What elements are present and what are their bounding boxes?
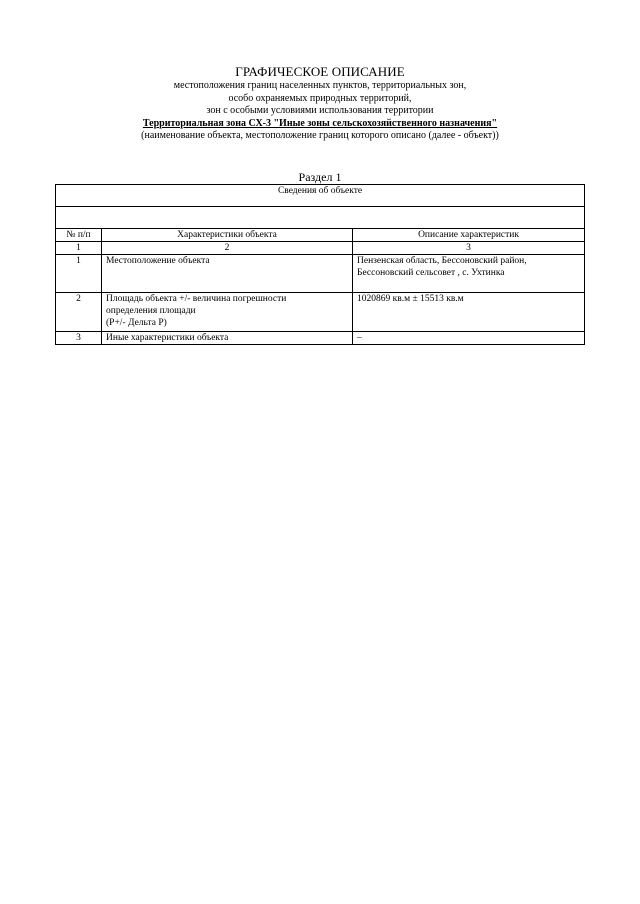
subtitle-line-1: местоположения границ населенных пунктов, территориальных зон, (173, 80, 467, 91)
subtitle-line-2: особо охраняемых природных территорий, (228, 92, 412, 104)
column-header-characteristic: Характеристики объекта (102, 229, 353, 242)
table-title-row (56, 185, 585, 207)
row-characteristic (102, 255, 353, 293)
row-characteristic (102, 293, 353, 332)
object-caption: (наименование объекта, местоположение границ которого описано (далее - объект)) (141, 130, 499, 141)
characteristic-line: Площадь объекта +/- величина погрешности (106, 294, 287, 304)
table-header-row (56, 229, 585, 242)
column-number-1: 1 (56, 242, 102, 255)
description-line: 1020869 кв.м ± 15513 кв.м (357, 294, 464, 304)
table-row (56, 255, 585, 293)
row-number: 3 (56, 332, 102, 345)
column-header-description: Описание характеристик (353, 229, 585, 242)
characteristic-line: определения площади (106, 306, 196, 316)
description-line: – (357, 333, 362, 343)
section-title: Раздел 1 (298, 170, 342, 184)
characteristic-line: Местоположение объекта (106, 256, 210, 266)
column-number-3: 3 (353, 242, 585, 255)
description-line: Бессоновский сельсовет , с. Ухтинка (357, 268, 505, 278)
object-info-table (55, 184, 585, 345)
row-number: 1 (56, 255, 102, 293)
document-title: ГРАФИЧЕСКОЕ ОПИСАНИЕ (235, 64, 405, 79)
column-header-num: № п/п (56, 229, 102, 242)
row-characteristic (102, 332, 353, 345)
characteristic-line: (P+/- Дельта P) (106, 318, 167, 328)
table-title: Сведения об объекте (56, 185, 585, 207)
description-line: Пензенская область, Бессоновский район, (357, 256, 527, 266)
table-empty-cell (56, 207, 585, 229)
document-header (0, 64, 640, 143)
object-name: Территориальная зона СХ-3 "Иные зоны сельскохозяйственного назначения" (142, 117, 498, 129)
column-number-2: 2 (102, 242, 353, 255)
column-number-row (56, 242, 585, 255)
table-empty-row (56, 207, 585, 229)
subtitle-line-3: зон с особыми условиями использования территории (206, 105, 434, 116)
characteristic-line: Иные характеристики объекта (106, 333, 229, 343)
row-description (353, 255, 585, 293)
table-row (56, 332, 585, 345)
row-number: 2 (56, 293, 102, 332)
row-description (353, 293, 585, 332)
table-row (56, 293, 585, 332)
row-description (353, 332, 585, 345)
